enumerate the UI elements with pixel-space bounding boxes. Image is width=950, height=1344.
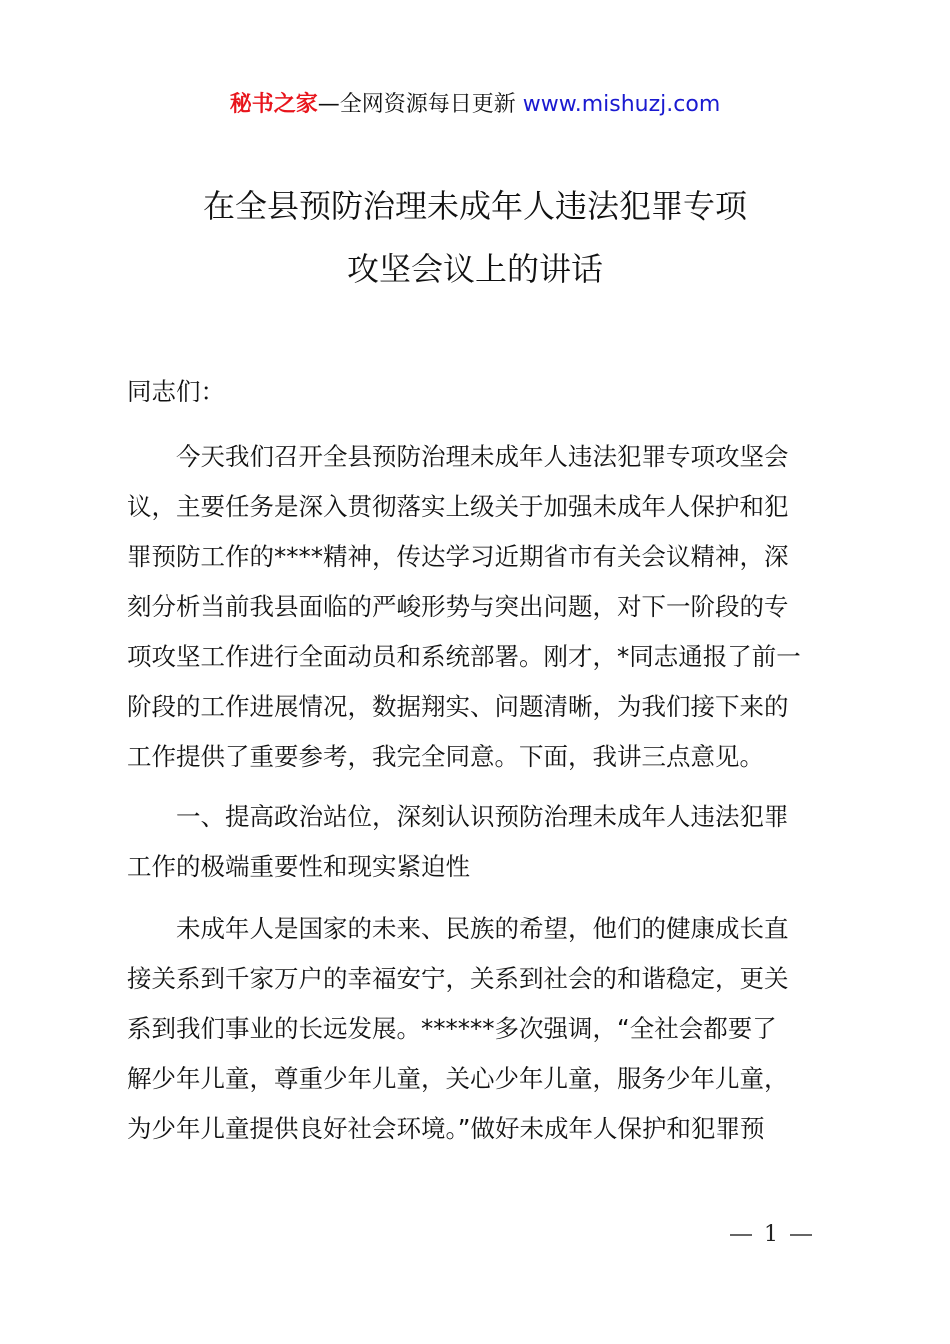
page-dash-left [730,1234,752,1236]
body-line: 刻分析当前我县面临的严峻形势与突出问题，对下一阶段的专 [127,592,789,621]
site-banner [0,88,950,122]
document-title-line-1: 在全县预防治理未成年人违法犯罪专项 [202,187,747,225]
body-line: 今天我们召开全县预防治理未成年人违法犯罪专项攻坚会 [127,442,789,471]
salutation: 同志们： [127,377,225,406]
body-line: 接关系到千家万户的幸福安宁，关系到社会的和谐稳定，更关 [127,964,789,993]
body-line: 为少年儿童提供良好社会环境。”做好未成年人保护和犯罪预 [127,1114,765,1143]
body-line: 解少年儿童，尊重少年儿童，关心少年儿童，服务少年儿童， [127,1064,789,1093]
body-line: 系到我们事业的长远发展。******多次强调，“全社会都要了 [127,1014,777,1043]
brand-name: 秘书之家 [229,92,318,117]
body-line: 阶段的工作进展情况，数据翔实、问题清晰，为我们接下来的 [127,692,789,721]
section-heading-line: 工作的极端重要性和现实紧迫性 [127,852,470,881]
body-line: 项攻坚工作进行全面动员和系统部署。刚才，*同志通报了前一 [127,642,801,671]
body-line: 未成年人是国家的未来、民族的希望，他们的健康成长直 [127,914,789,943]
page-number-value: 1 [764,1222,778,1247]
body-line: 议，主要任务是深入贯彻落实上级关于加强未成年人保护和犯 [127,492,789,521]
page-dash-right [790,1234,812,1236]
banner-url[interactable]: www.mishuzj.com [522,92,721,117]
banner-slogan: —全网资源每日更新 [317,92,523,117]
page-number [718,1222,824,1247]
section-heading-line: 一、提高政治站位，深刻认识预防治理未成年人违法犯罪 [127,802,789,831]
body-line: 工作提供了重要参考，我完全同意。下面，我讲三点意见。 [127,742,764,771]
body-line: 罪预防工作的****精神，传达学习近期省市有关会议精神，深 [127,542,789,571]
document-title-line-2: 攻坚会议上的讲话 [346,250,603,288]
